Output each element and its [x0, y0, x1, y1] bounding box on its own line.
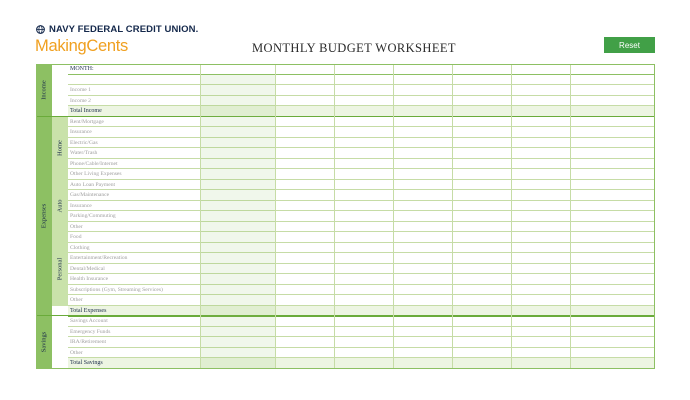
total-label: Total Income: [70, 108, 102, 114]
making-cents-logo: MakingCents: [35, 37, 128, 55]
table-row[interactable]: [68, 253, 655, 264]
row-label: Income 1: [70, 87, 91, 93]
subcategory-label: Personal: [56, 257, 64, 280]
row-label: Insurance: [70, 202, 92, 209]
total-row[interactable]: [68, 358, 655, 369]
row-label: Gas/Maintenance: [70, 192, 110, 198]
nfcu-logo: [36, 24, 198, 35]
column-divider: [511, 64, 512, 369]
table-row[interactable]: [68, 85, 655, 96]
table-row[interactable]: [68, 201, 655, 212]
budget-table: [36, 64, 655, 370]
row-label: Parking/Commuting: [70, 213, 116, 219]
table-row[interactable]: [68, 232, 655, 243]
reset-button[interactable]: Reset: [604, 37, 655, 53]
table-row[interactable]: [68, 327, 655, 338]
row-label: Income 2: [70, 97, 91, 104]
page-title: MONTHLY BUDGET WORKSHEET: [252, 41, 456, 55]
table-row[interactable]: [68, 337, 655, 348]
table-row[interactable]: [68, 348, 655, 359]
table-row[interactable]: [68, 211, 655, 222]
row-label: MONTH:: [70, 66, 94, 72]
section-label: Savings: [40, 331, 48, 353]
row-label: Savings Account: [70, 318, 108, 324]
table-row[interactable]: [68, 316, 655, 327]
subcategory-label: Auto: [56, 199, 64, 213]
subcategory-personal: [52, 232, 68, 306]
table-row[interactable]: [68, 127, 655, 138]
row-label: Insurance: [70, 129, 92, 135]
row-label: Other: [70, 223, 83, 230]
table-row[interactable]: [68, 148, 655, 159]
org-name: NAVY FEDERAL CREDIT UNION.: [49, 24, 199, 35]
month-row[interactable]: [68, 64, 655, 75]
section-expenses: [36, 117, 52, 317]
subcategory-label: Home: [56, 140, 64, 156]
table-row[interactable]: [68, 117, 655, 128]
row-label: Phone/Cable/Internet: [70, 160, 118, 167]
row-label: Other Living Expenses: [70, 171, 122, 177]
row-label: Health Insurance: [70, 276, 109, 282]
row-label: Entertainment/Recreation: [70, 255, 128, 261]
table-row[interactable]: [68, 138, 655, 149]
row-label: Dental/Medical: [70, 265, 105, 272]
total-label: Total Savings: [70, 360, 103, 366]
column-divider: [393, 64, 394, 369]
row-label: Clothing: [70, 244, 90, 251]
table-row[interactable]: [68, 285, 655, 296]
row-label: [68, 75, 200, 85]
table-row[interactable]: [68, 264, 655, 275]
row-label: Electric/Gas: [70, 139, 98, 146]
total-label: Total Expenses: [70, 307, 107, 314]
table-row[interactable]: [68, 159, 655, 170]
table-row[interactable]: [68, 243, 655, 254]
section-spacer: [52, 64, 68, 117]
row-label: Auto Loan Payment: [70, 181, 116, 188]
column-divider: [275, 64, 276, 369]
row-label: Other: [70, 297, 83, 303]
highlight-column: [200, 75, 275, 369]
section-spacer: [52, 316, 68, 369]
row-label: Food: [70, 234, 82, 240]
row-label: Subscriptions (Gym, Streaming Services): [70, 286, 163, 293]
row-label: Emergency Funds: [70, 328, 111, 335]
table-row[interactable]: [68, 190, 655, 201]
table-row[interactable]: [68, 222, 655, 233]
row-label: Rent/Mortgage: [70, 118, 104, 125]
row-label: Other: [70, 349, 83, 356]
table-row[interactable]: [68, 75, 655, 86]
column-divider: [452, 64, 453, 369]
table-row[interactable]: [68, 169, 655, 180]
table-row[interactable]: [68, 180, 655, 191]
section-label: Income: [40, 80, 48, 100]
section-label: Expenses: [40, 203, 48, 229]
column-divider: [200, 64, 201, 369]
subcategory-auto: [52, 180, 68, 233]
subcategory-home: [52, 117, 68, 180]
row-label: IRA/Retirement: [70, 339, 107, 345]
column-divider: [334, 64, 335, 369]
table-row[interactable]: [68, 96, 655, 107]
globe-icon: [36, 25, 45, 34]
table-row[interactable]: [68, 274, 655, 285]
table-row[interactable]: [68, 295, 655, 306]
row-label: Water/Trash: [70, 150, 98, 156]
column-divider: [570, 64, 571, 369]
